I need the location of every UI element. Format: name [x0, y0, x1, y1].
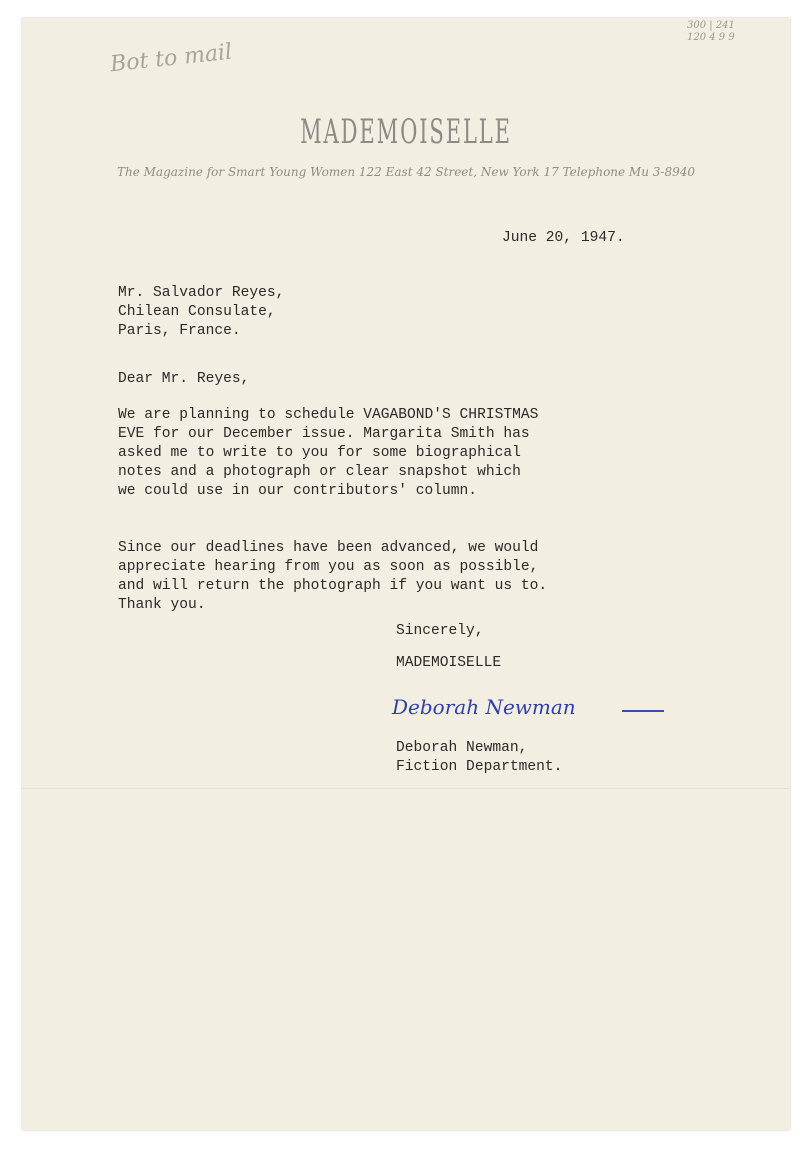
address-line: Paris, France. — [118, 323, 241, 339]
handwritten-signature: Deborah Newman — [392, 695, 576, 719]
body-line: Thank you. — [118, 597, 206, 613]
archive-number: 300 | 241 120 4 9 9 — [687, 20, 735, 43]
signer-name: Deborah Newman, — [396, 740, 528, 756]
body-line: notes and a photograph or clear snapshot which — [118, 464, 521, 480]
letterhead-tagline: The Magazine for Smart Young Women 122 East 42 Street, New York 17 Telephone Mu 3-8940 — [117, 165, 695, 179]
body-line: We are planning to schedule VAGABOND'S CHRISTMAS — [118, 407, 539, 423]
address-line: Chilean Consulate, — [118, 304, 276, 320]
signature-underline — [622, 710, 664, 712]
body-line: appreciate hearing from you as soon as possible, — [118, 559, 539, 575]
letterhead-name: MADEMOISELLE — [300, 112, 512, 152]
body-line: EVE for our December issue. Margarita Smith has — [118, 426, 530, 442]
signer-block — [396, 739, 562, 777]
letter-page — [22, 18, 790, 1130]
address-line: Mr. Salvador Reyes, — [118, 285, 285, 301]
closing: Sincerely, — [396, 623, 484, 639]
pencil-note: Bot to mail — [108, 39, 234, 78]
body-line: asked me to write to you for some biographical — [118, 445, 521, 461]
signer-department: Fiction Department. — [396, 759, 563, 775]
body-line: Since our deadlines have been advanced, we would — [118, 540, 539, 556]
paragraph-1 — [118, 406, 538, 501]
fold-crease — [22, 788, 790, 789]
salutation: Dear Mr. Reyes, — [118, 371, 250, 387]
paragraph-2 — [118, 539, 547, 615]
recipient-address — [118, 284, 284, 341]
company-name: MADEMOISELLE — [396, 655, 502, 671]
letter-date: June 20, 1947. — [502, 230, 625, 246]
body-line: and will return the photograph if you want us to. — [118, 578, 548, 594]
body-line: we could use in our contributors' column. — [118, 483, 478, 499]
